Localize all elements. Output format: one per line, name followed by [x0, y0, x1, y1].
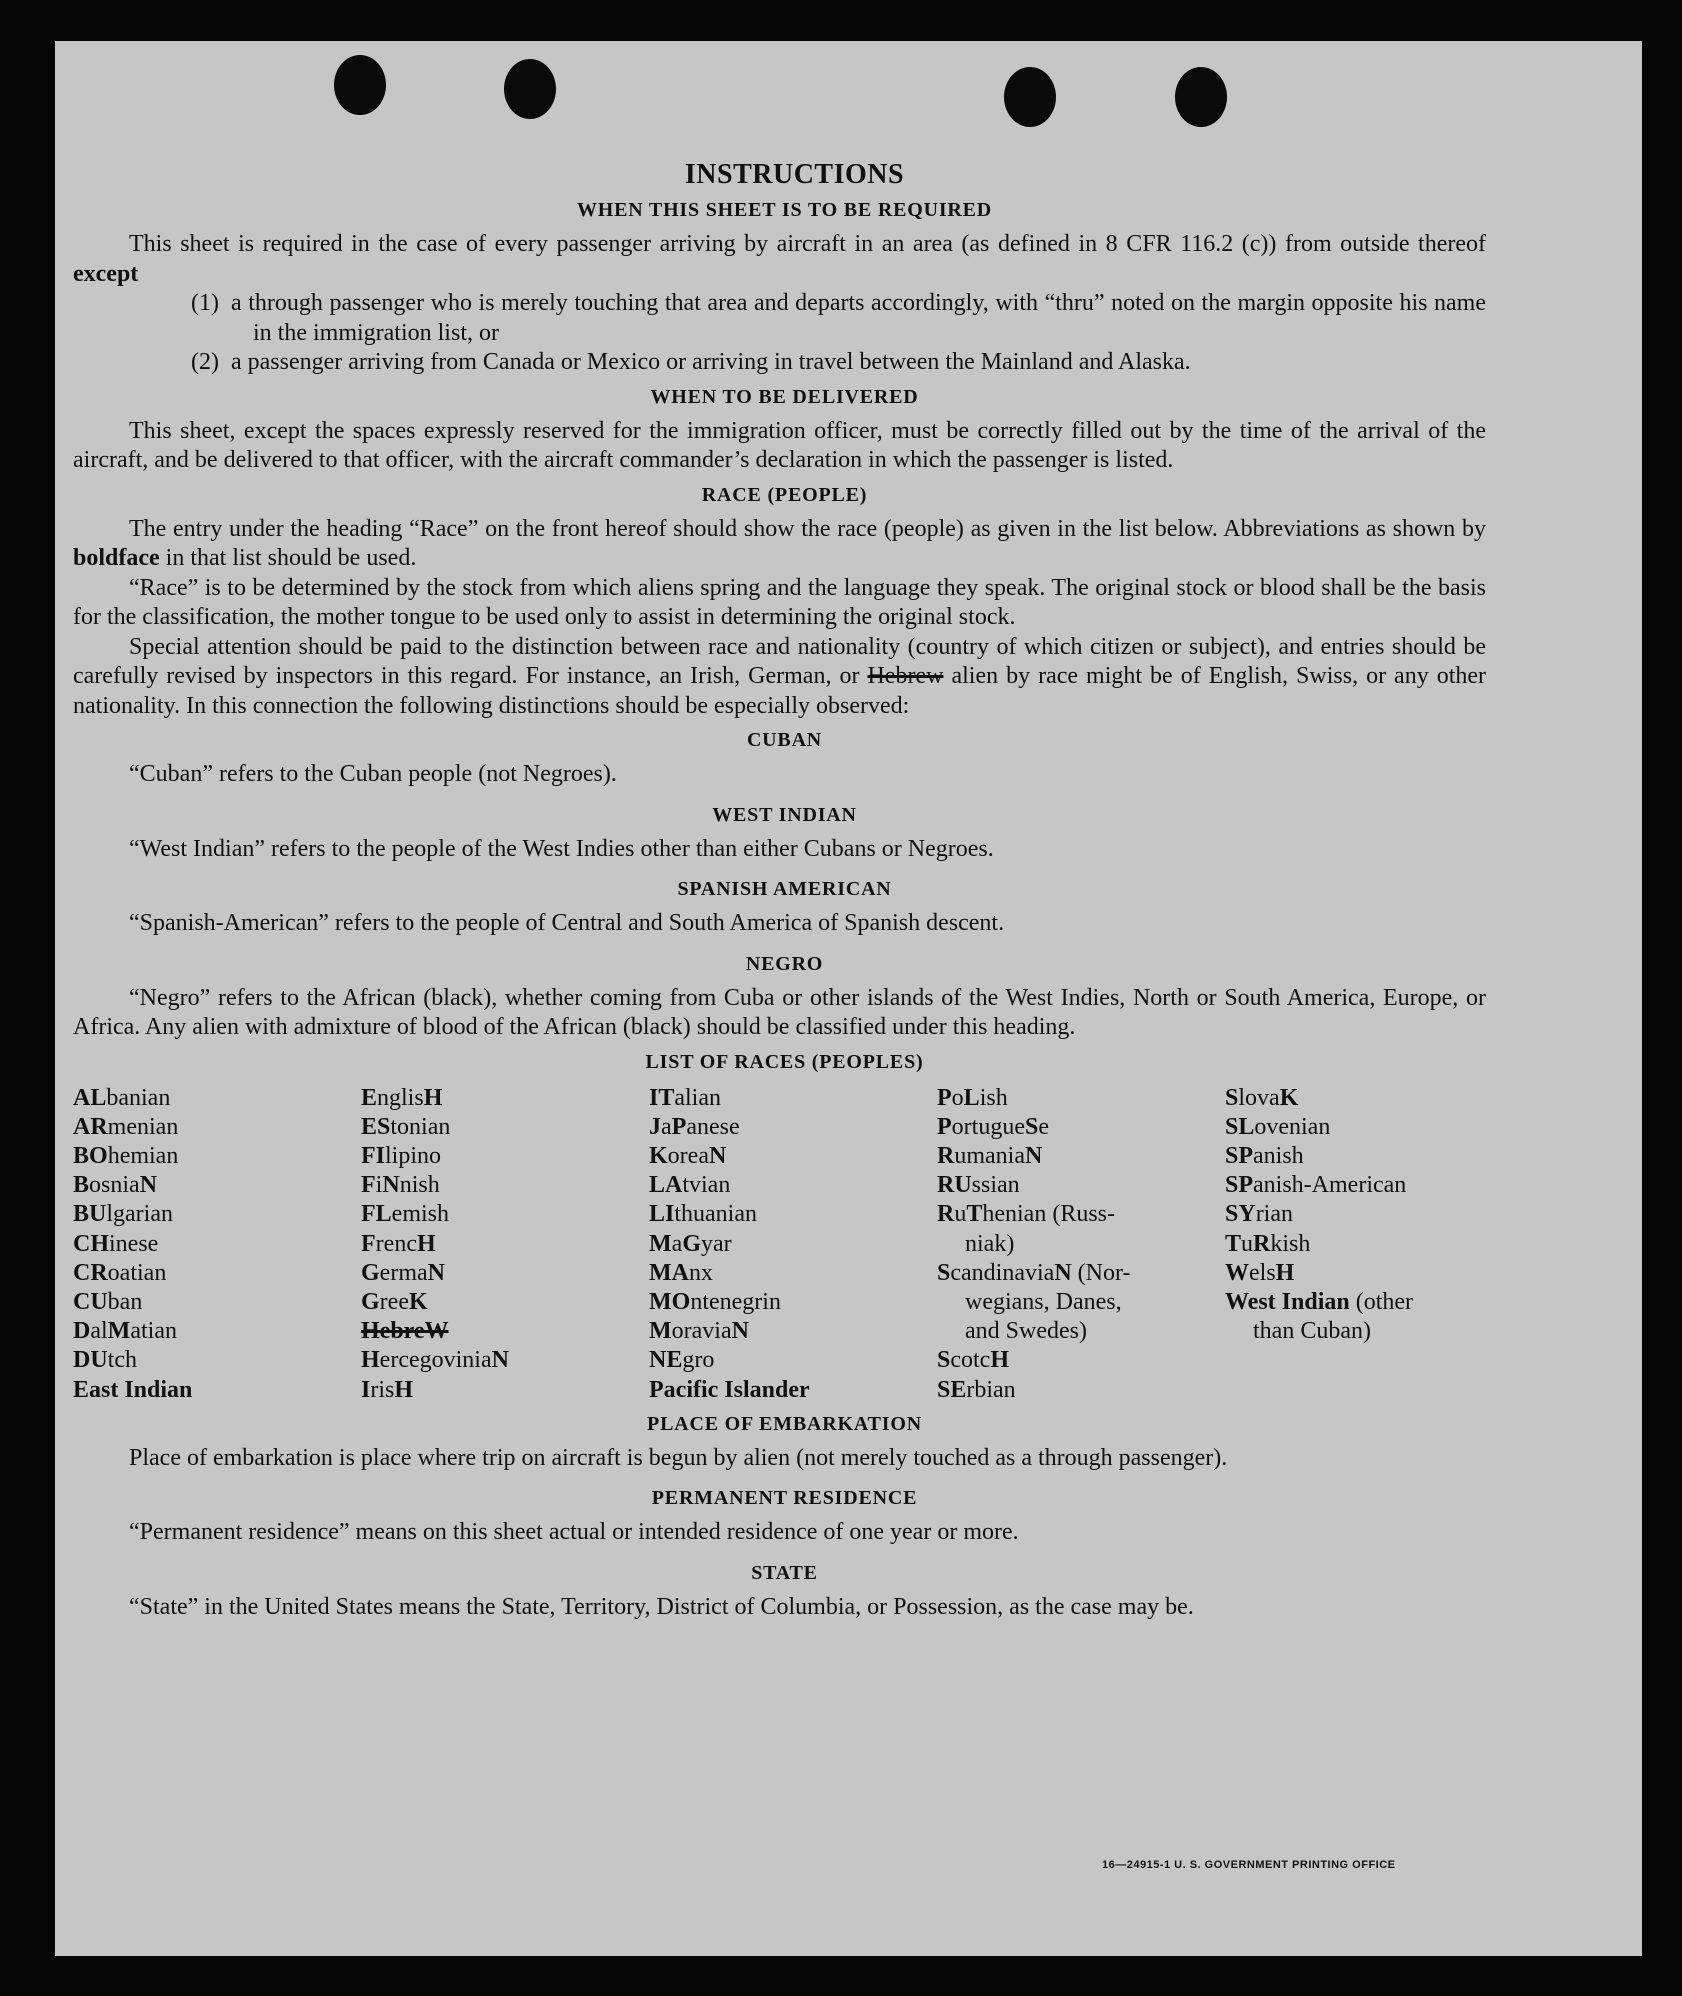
race-entry: West Indian (other	[1225, 1288, 1414, 1315]
race-entry-continued: and Swedes)	[965, 1318, 1087, 1345]
race-column	[1225, 1084, 1513, 1405]
race-entry: SLovenian	[1225, 1113, 1331, 1140]
race-entry: EnglisH	[361, 1084, 443, 1111]
race-paragraph-1: The entry under the heading “Race” on the front hereof should show the race (people) as given in the list below. Abbreviations as shown by boldface in that list should be used.	[73, 515, 1486, 571]
instructions-content	[73, 159, 1486, 1622]
race-entry: TuRkish	[1225, 1230, 1311, 1257]
race-entry: FLemish	[361, 1201, 449, 1228]
race-entry: HercegoviniaN	[361, 1347, 509, 1374]
punch-hole	[504, 59, 556, 119]
race-entry: DUtch	[73, 1347, 137, 1374]
race-column	[361, 1084, 649, 1405]
printer-footer: 16—24915-1 U. S. GOVERNMENT PRINTING OFFICE	[1102, 1859, 1396, 1871]
delivered-text: This sheet, except the spaces expressly reserved for the immigration officer, must be correctly filled out by the time of the arrival of the aircraft, and be delivered to that officer, with the aircraft commander’s declaration in which the passenger is listed.	[73, 417, 1486, 473]
race-entry: FIlipino	[361, 1142, 442, 1169]
west-indian-text: “West Indian” refers to the people of the West Indies other than either Cubans or Negroes.	[129, 835, 994, 862]
race-entry: MAnx	[649, 1259, 713, 1286]
race-entry: KoreaN	[649, 1142, 727, 1169]
spanish-american-text: “Spanish-American” refers to the people of Central and South America of Spanish descent.	[129, 910, 1005, 936]
race-entry: GermaN	[361, 1259, 445, 1286]
race-entry: SErbian	[937, 1376, 1016, 1403]
race-entry-continued: than Cuban)	[1253, 1318, 1371, 1345]
race-entry: RumaniaN	[937, 1142, 1043, 1169]
state-text: “State” in the United States means the State, Territory, District of Columbia, or Possession, as the case may be.	[129, 1593, 1194, 1620]
race-entry: BOhemian	[73, 1142, 179, 1169]
race-entry: FiNnish	[361, 1172, 440, 1199]
punch-hole	[334, 55, 386, 115]
race-entry: NEgro	[649, 1347, 715, 1374]
race-paragraph-3: Special attention should be paid to the distinction between race and nationality (country of which citizen or subject), and entries should be carefully revised by inspectors in this regard. For instance, an Irish, German, or Hebrew alien by race might be of English, Swiss, or any other nationality. In this connection the following distinctions should be especially observed:	[73, 633, 1487, 719]
race-entry: LAtvian	[649, 1172, 731, 1199]
race-entry: SYrian	[1225, 1201, 1293, 1228]
negro-text: “Negro” refers to the African (black), whether coming from Cuba or other islands of the West Indies, North or South America, Europe, or Africa. Any alien with admixture of blood of the African (black) should be classified under this heading.	[73, 984, 1486, 1040]
race-entry: ARmenian	[73, 1113, 179, 1140]
page-title: INSTRUCTIONS	[684, 159, 905, 190]
race-entry: Pacific Islander	[649, 1376, 810, 1403]
race-entry: SlovaK	[1225, 1084, 1299, 1111]
race-entry: ScandinaviaN (Nor-	[937, 1259, 1131, 1286]
race-entry: BUlgarian	[73, 1201, 173, 1228]
residence-text: “Permanent residence” means on this sheet actual or intended residence of one year or more.	[129, 1519, 1019, 1546]
race-entry-continued: niak)	[965, 1230, 1015, 1257]
race-entry: LIthuanian	[649, 1201, 757, 1228]
race-entry: IrisH	[361, 1376, 414, 1403]
race-entry: HebreW	[361, 1318, 449, 1345]
required-item: (1) a through passenger who is merely touching that area and departs accordingly, with “thru” noted on the margin opposite his name in the immigration list, or	[191, 290, 1486, 346]
race-column	[649, 1084, 937, 1405]
heading-cuban: CUBAN	[746, 729, 823, 751]
heading-list-of-races: LIST OF RACES (PEOPLES)	[645, 1050, 924, 1073]
document-sheet	[55, 41, 1642, 1956]
race-column	[73, 1084, 361, 1405]
heading-state: STATE	[751, 1561, 818, 1584]
race-entry: East Indian	[73, 1376, 193, 1403]
race-entry: ITalian	[649, 1084, 721, 1111]
race-entry: JaPanese	[649, 1113, 740, 1140]
race-list-grid	[73, 1084, 1486, 1405]
heading-race: RACE (PEOPLE)	[701, 483, 868, 506]
heading-residence: PERMANENT RESIDENCE	[651, 1487, 918, 1510]
race-entry: PortugueSe	[937, 1113, 1049, 1140]
punch-hole	[1004, 67, 1056, 127]
race-entry: MaGyar	[649, 1230, 732, 1257]
required-item: (2) a passenger arriving from Canada or Mexico or arriving in travel between the Mainland and Alaska.	[191, 349, 1191, 375]
race-entry-continued: wegians, Danes,	[965, 1288, 1122, 1315]
race-entry: RUssian	[937, 1172, 1020, 1199]
heading-embarkation: PLACE OF EMBARKATION	[647, 1412, 922, 1435]
embarkation-text: Place of embarkation is place where trip on aircraft is begun by alien (not merely touched as a through passenger).	[129, 1444, 1228, 1471]
race-entry: MOntenegrin	[649, 1288, 781, 1315]
race-entry: CUban	[73, 1288, 143, 1315]
heading-required: WHEN THIS SHEET IS TO BE REQUIRED	[576, 199, 993, 221]
race-entry: WelsH	[1225, 1259, 1295, 1286]
race-entry: CRoatian	[73, 1259, 167, 1286]
race-entry: CHinese	[73, 1230, 159, 1257]
race-entry: SPanish-American	[1225, 1172, 1407, 1199]
race-entry: EStonian	[361, 1113, 451, 1140]
race-entry: FrencH	[361, 1230, 436, 1257]
heading-west-indian: WEST INDIAN	[712, 803, 857, 826]
race-entry: DalMatian	[73, 1318, 177, 1345]
punch-hole	[1175, 67, 1227, 127]
required-intro: This sheet is required in the case of every passenger arriving by aircraft in an area (as defined in 8 CFR 116.2 (c)) from outside thereof except	[73, 231, 1486, 287]
race-paragraph-2: “Race” is to be determined by the stock from which aliens spring and the language they speak. The original stock or blood shall be the basis for the classification, the mother tongue to be used only to assist in determining the original stock.	[73, 574, 1486, 630]
race-entry: BosniaN	[73, 1172, 158, 1199]
heading-negro: NEGRO	[745, 952, 824, 975]
race-entry: ALbanian	[73, 1084, 171, 1111]
race-column	[937, 1084, 1225, 1405]
heading-delivered: WHEN TO BE DELIVERED	[650, 385, 919, 408]
heading-spanish-american: SPANISH AMERICAN	[677, 878, 892, 900]
cuban-text: “Cuban” refers to the Cuban people (not Negroes).	[129, 761, 617, 787]
race-entry: ScotcH	[937, 1347, 1010, 1374]
race-entry: GreeK	[361, 1288, 428, 1315]
race-entry: PoLish	[937, 1084, 1008, 1111]
race-entry: SPanish	[1225, 1142, 1304, 1169]
race-entry: MoraviaN	[649, 1318, 749, 1345]
race-entry: RuThenian (Russ-	[937, 1201, 1116, 1228]
